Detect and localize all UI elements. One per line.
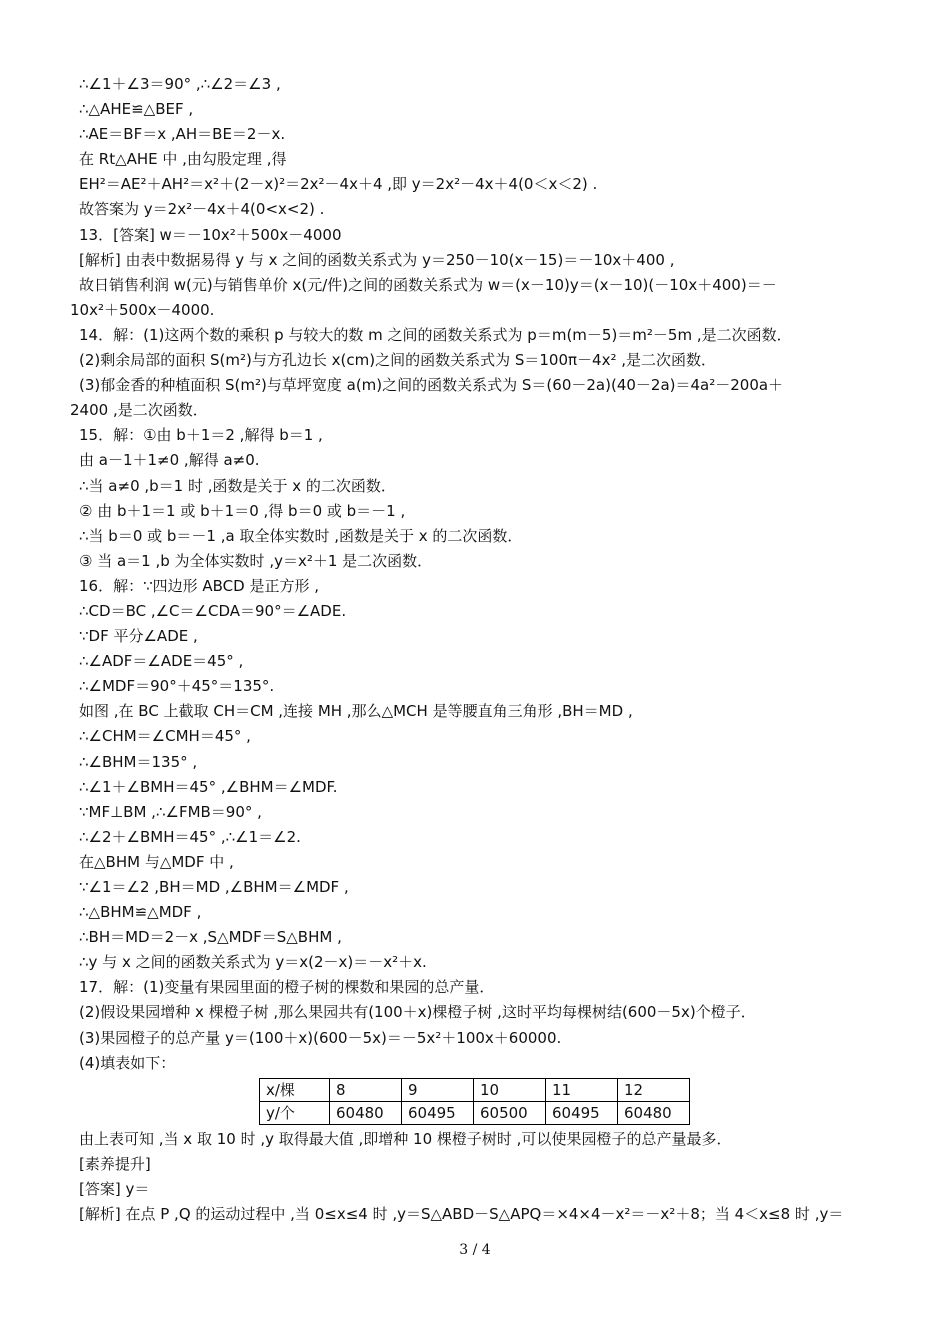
text-line: (3)郁金香的种植面积 S(m²)与草坪宽度 a(m)之间的函数关系式为 S＝(60－2a)(40－2a)＝4a²－200a＋ — [79, 376, 784, 395]
text-line: [答案] y＝ — [79, 1179, 150, 1198]
text-line: [解析] 由表中数据易得 y 与 x 之间的函数关系式为 y＝250－10(x－15)＝－10x＋400 , — [79, 250, 675, 269]
text-line: [解析] 在点 P ,Q 的运动过程中 ,当 0≤x≤4 时 ,y＝S△ABD－S△APQ＝×4×4－x²＝－x²＋8；当 4＜x≤8 时 ,y＝ — [79, 1205, 844, 1224]
text-line: ∴y 与 x 之间的函数关系式为 y＝x(2－x)＝－x²＋x. — [79, 953, 427, 972]
table-header-cell: x/棵 — [260, 1078, 330, 1101]
answer-16: 16．解：∵四边形 ABCD 是正方形 , — [79, 576, 320, 595]
table-cell: 8 — [330, 1078, 402, 1101]
text-line: (4)填表如下： — [79, 1053, 176, 1072]
table-cell: 60495 — [546, 1101, 618, 1124]
text-line: ∴当 a≠0 ,b＝1 时 ,函数是关于 x 的二次函数． — [79, 476, 396, 495]
text-line: ∵DF 平分∠ADE , — [79, 627, 198, 646]
text-line: ∴∠1＋∠BMH＝45° ,∠BHM＝∠MDF. — [79, 777, 338, 796]
section-heading: [素养提升] — [79, 1154, 151, 1173]
table-cell: 60500 — [474, 1101, 546, 1124]
text-line: 在 Rt△AHE 中 ,由勾股定理 ,得 — [79, 150, 287, 169]
text-line: ∴AE＝BF＝x ,AH＝BE＝2－x. — [79, 125, 286, 144]
table-cell: 11 — [546, 1078, 618, 1101]
text-line: ∴∠MDF＝90°＋45°＝135°. — [79, 677, 275, 696]
text-line: ∴当 b＝0 或 b＝－1 ,a 取全体实数时 ,函数是关于 x 的二次函数． — [79, 526, 523, 545]
orange-tree-table — [259, 1078, 690, 1125]
table-cell: 9 — [402, 1078, 474, 1101]
text-line: ∵∠1＝∠2 ,BH＝MD ,∠BHM＝∠MDF , — [79, 878, 349, 896]
answer-17: 17．解：(1)变量有果园里面的橙子树的棵数和果园的总产量． — [79, 978, 495, 997]
text-line: (2)假设果园增种 x 棵橙子树 ,那么果园共有(100＋x)棵橙子树 ,这时平均每棵树结(600－5x)个橙子． — [79, 1003, 756, 1022]
text-line: 故答案为 y＝2x²－4x＋4(0<x<2) . — [79, 200, 325, 219]
text-line: ∴△AHE≌△BEF , — [79, 100, 194, 119]
text-line: 故日销售利润 w(元)与销售单价 x(元/件)之间的函数关系式为 w＝(x－10)y＝(x－10)(－10x＋400)＝－ — [79, 275, 777, 294]
text-line: ③ 当 a＝1 ,b 为全体实数时 ,y＝x²＋1 是二次函数． — [79, 551, 433, 570]
table-row — [260, 1078, 690, 1101]
answer-14: 14．解：(1)这两个数的乘积 p 与较大的数 m 之间的函数关系式为 p＝m(m－5)＝m²－5m ,是二次函数． — [79, 325, 792, 344]
table-cell: 60495 — [402, 1101, 474, 1124]
page-number: 3 / 4 — [459, 1242, 491, 1258]
table-row — [260, 1101, 690, 1124]
text-line: 2400 ,是二次函数． — [70, 401, 208, 420]
text-line: ② 由 b＋1＝1 或 b＋1＝0 ,得 b＝0 或 b＝－1 , — [79, 501, 406, 520]
text-line: ∴CD＝BC ,∠C＝∠CDA＝90°＝∠ADE. — [79, 601, 347, 620]
text-line: 由上表可知 ,当 x 取 10 时 ,y 取得最大值 ,即增种 10 棵橙子树时 ,可以使果园橙子的总产量最多． — [79, 1129, 732, 1148]
text-line: 由 a－1＋1≠0 ,解得 a≠0. — [79, 451, 260, 470]
text-line: 10x²＋500x－4000. — [70, 300, 215, 319]
text-line: ∴∠1＋∠3＝90° ,∴∠2＝∠3 , — [79, 75, 281, 93]
text-line: EH²＝AE²＋AH²＝x²＋(2－x)²＝2x²－4x＋4 ,即 y＝2x²－4x＋4(0＜x＜2) . — [79, 175, 598, 194]
table-cell: 60480 — [618, 1101, 690, 1124]
text-line: ∴∠BHM＝135° , — [79, 752, 198, 771]
answer-13: 13．[答案] w＝－10x²＋500x－4000 — [79, 225, 342, 244]
table-header-cell: y/个 — [260, 1101, 330, 1124]
table-cell: 10 — [474, 1078, 546, 1101]
text-line: ∴BH＝MD＝2－x ,S△MDF＝S△BHM , — [79, 928, 342, 947]
answer-15: 15．解：①由 b＋1＝2 ,解得 b＝1 , — [79, 426, 323, 445]
text-line: ∴∠CHM＝∠CMH＝45° , — [79, 727, 251, 746]
text-line: ∴△BHM≌△MDF , — [79, 903, 202, 922]
text-line: 如图 ,在 BC 上截取 CH＝CM ,连接 MH ,那么△MCH 是等腰直角三角形 ,BH＝MD , — [79, 702, 633, 721]
solution-text — [70, 72, 890, 1227]
text-line: ∵MF⊥BM ,∴∠FMB＝90° , — [79, 802, 262, 821]
text-line: ∴∠2＋∠BMH＝45° ,∴∠1＝∠2. — [79, 827, 301, 846]
text-line: (2)剩余局部的面积 S(m²)与方孔边长 x(cm)之间的函数关系式为 S＝100π－4x² ,是二次函数． — [79, 351, 716, 370]
table-cell: 12 — [618, 1078, 690, 1101]
table-cell: 60480 — [330, 1101, 402, 1124]
text-line: ∴∠ADF＝∠ADE＝45° , — [79, 652, 244, 671]
text-line: (3)果园橙子的总产量 y＝(100＋x)(600－5x)＝－5x²＋100x＋60000. — [79, 1028, 562, 1047]
text-line: 在△BHM 与△MDF 中 , — [79, 852, 234, 871]
